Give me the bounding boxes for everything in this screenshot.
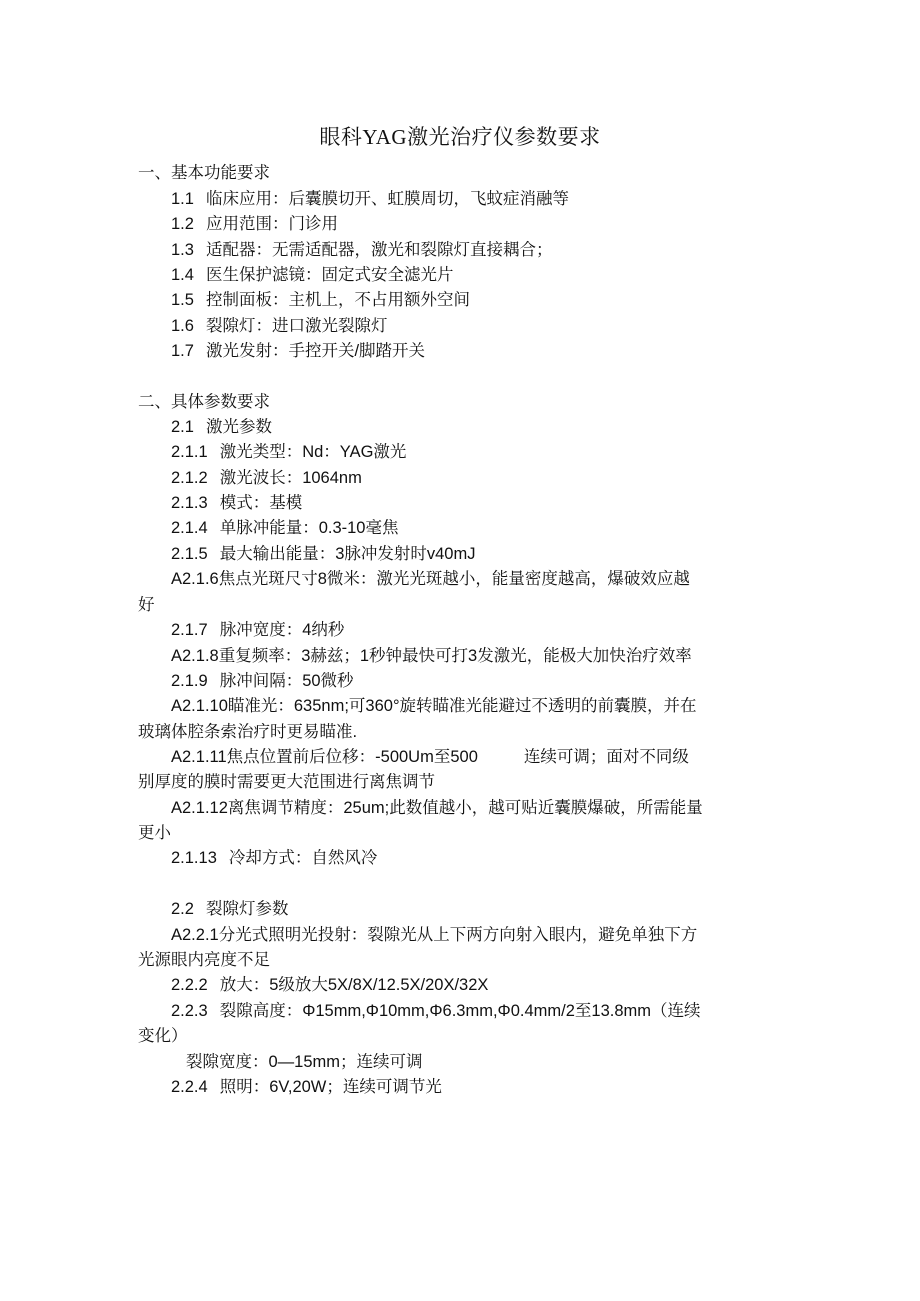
item-number: 1.2 <box>171 215 194 233</box>
subsection-heading-laser <box>171 415 272 439</box>
item-number: 2.2.4 <box>171 1078 208 1096</box>
section-heading-basic: 一、基本功能要求 <box>138 164 270 182</box>
item-text: 放大：5级放大5X/8X/12.5X/20X/32X <box>219 976 489 994</box>
item-number: 1.7 <box>171 342 194 360</box>
param-item <box>171 440 406 464</box>
item-number: 2.1.1 <box>171 443 208 461</box>
item-number: 1.6 <box>171 317 194 335</box>
item-number: 1.4 <box>171 266 194 284</box>
item-text: 临床应用：后囊膜切开、虹膜周切，飞蚊症消融等 <box>205 190 569 208</box>
item-number: 2.2.3 <box>171 1002 208 1020</box>
param-item-line2: 变化） <box>138 1027 188 1045</box>
item-number: 2.2 <box>171 900 194 918</box>
item-text: 照明：6V,20W；连续可调节光 <box>219 1078 442 1096</box>
param-item <box>171 973 488 997</box>
list-item <box>171 288 470 312</box>
param-item-line2: 好 <box>138 596 155 614</box>
param-item-line1 <box>171 745 689 769</box>
slit-width-line: 裂隙宽度：0—15mm；连续可调 <box>186 1053 423 1071</box>
param-item <box>171 618 344 642</box>
item-text: 医生保护滤镜：固定式安全滤光片 <box>205 266 454 284</box>
list-item <box>171 263 453 287</box>
item-number: 2.1.2 <box>171 469 208 487</box>
item-text: 激光参数 <box>205 418 272 436</box>
param-item-line2: 光源眼内亮度不足 <box>138 951 270 969</box>
param-item <box>171 542 475 566</box>
item-number: 2.1.5 <box>171 545 208 563</box>
item-number: 2.1.3 <box>171 494 208 512</box>
param-item-line1: A2.2.1分光式照明光投射：裂隙光从上下两方向射入眼内，避免单独下方 <box>171 926 698 944</box>
item-number: 2.2.2 <box>171 976 208 994</box>
item-text: 冷却方式：自然风冷 <box>228 849 378 867</box>
param-item <box>171 846 377 870</box>
param-item-line2: 玻璃体腔条索治疗时更易瞄准. <box>138 723 358 741</box>
param-item <box>171 491 302 515</box>
param-item-line1 <box>171 999 701 1023</box>
param-item-line1: A2.1.12离焦调节精度：25um;此数值越小，越可贴近囊膜爆破，所需能量 <box>171 799 703 817</box>
item-number: 2.1 <box>171 418 194 436</box>
item-text: 裂隙高度：Φ15mm,Φ10mm,Φ6.3mm,Φ0.4mm/2至13.8mm（连续 <box>219 1002 701 1020</box>
item-text: 激光类型：Nd：YAG激光 <box>219 443 407 461</box>
item-text: 应用范围：门诊用 <box>205 215 338 233</box>
param-item <box>171 669 354 693</box>
item-text: 裂隙灯：进口激光裂隙灯 <box>205 317 388 335</box>
param-text-part2: 连续可调；面对不同级 <box>523 748 689 766</box>
item-text: 激光波长：1064nm <box>219 469 362 487</box>
item-number: 2.1.13 <box>171 849 217 867</box>
param-item-line2: 别厚度的膜时需要更大范围进行离焦调节 <box>138 773 435 791</box>
item-number: 2.1.7 <box>171 621 208 639</box>
param-item-line2: 更小 <box>138 824 171 842</box>
item-text: 控制面板：主机上，不占用额外空间 <box>205 291 470 309</box>
list-item <box>171 238 552 262</box>
item-text: 激光发射：手控开关/脚踏开关 <box>205 342 426 360</box>
item-number: 1.5 <box>171 291 194 309</box>
item-text: 脉冲宽度：4纳秒 <box>219 621 345 639</box>
item-number: 1.1 <box>171 190 194 208</box>
item-text: 脉冲间隔：50微秒 <box>219 672 354 690</box>
param-item <box>171 1075 442 1099</box>
section-heading-params: 二、具体参数要求 <box>138 393 270 411</box>
item-number: 2.1.4 <box>171 519 208 537</box>
item-text: 最大输出能量：3脉冲发射时v40mJ <box>219 545 476 563</box>
param-item-line1: A2.1.8重复频率：3赫兹；1秒钟最快可打3发激光，能极大加快治疗效率 <box>171 647 692 665</box>
item-number: 1.3 <box>171 241 194 259</box>
item-number: 2.1.9 <box>171 672 208 690</box>
list-item <box>171 212 338 236</box>
item-text: 单脉冲能量：0.3-10毫焦 <box>219 519 399 537</box>
subsection-heading-slit-lamp <box>171 897 288 921</box>
list-item <box>171 314 387 338</box>
list-item <box>171 339 425 363</box>
param-item <box>171 466 362 490</box>
item-text: 裂隙灯参数 <box>205 900 289 918</box>
list-item <box>171 187 569 211</box>
param-item <box>171 516 399 540</box>
param-item-line1: A2.1.6焦点光斑尺寸8微米：激光光斑越小，能量密度越高，爆破效应越 <box>171 570 690 588</box>
item-text: 模式：基模 <box>219 494 303 512</box>
param-item-line1: A2.1.10瞄准光：635nm;可360°旋转瞄准光能避过不透明的前囊膜，并在 <box>171 697 697 715</box>
param-text-part1: A2.1.11焦点位置前后位移：-500Um至500 <box>171 748 478 766</box>
page-title: 眼科YAG激光治疗仪参数要求 <box>319 125 601 149</box>
item-text: 适配器：无需适配器，激光和裂隙灯直接耦合； <box>205 241 553 259</box>
